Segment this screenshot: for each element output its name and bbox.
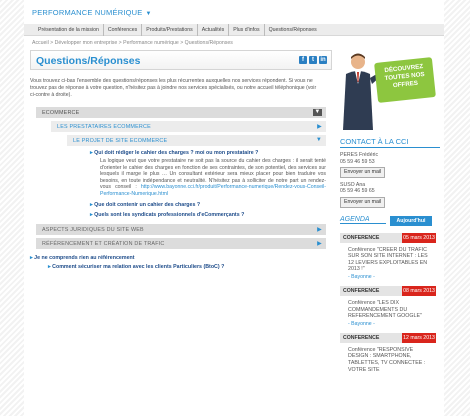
- section-referencement[interactable]: [36, 238, 326, 249]
- agenda-title: AGENDA: [340, 216, 386, 224]
- answer-link[interactable]: http://www.bayonne.cci.fr/produit/Performance-numerique/Rendez-vous-Conseil-Performance-Numerique.html: [100, 184, 326, 197]
- brand-menu[interactable]: [32, 8, 152, 17]
- contact-name: PERES Frédéric: [340, 152, 379, 158]
- event-title[interactable]: Conférence "RESPONSIVE DESIGN : SMARTPHONE, TABLETTES, TV CONNECTEE : VOTRE SITE: [348, 346, 426, 373]
- sidebar: [340, 50, 440, 373]
- contact-phone: 05 59 46 59 65: [340, 188, 375, 195]
- contact-title: CONTACT À LA CCI: [340, 137, 440, 148]
- section-prestataires[interactable]: [51, 121, 326, 132]
- event-title[interactable]: Conférence "CREER DU TRAFIC SUR SON SITE INTERNET : LES 12 LEVIERS EXPLOITABLES EN 2013 !": [348, 246, 428, 273]
- event-type: CONFERENCE: [343, 334, 380, 341]
- contact-phone: 05 59 46 59 53: [340, 158, 375, 165]
- event-location: - Bayonne -: [348, 273, 375, 280]
- question-btoc[interactable]: ▸ Comment sécuriser ma relation avec les clients Particuliers (BtoC) ?: [48, 264, 332, 270]
- nav-item-actualites[interactable]: Actualités: [198, 24, 230, 36]
- intro-text: Vous trouvez ci-bas l'ensemble des questions/réponses les plus récurrentes auxquelles nos services répondent. Si vous ne trouvez pas de réponse à votre question, n'hésitez pas à joindre nos services spécialisés, ou notre accueil téléphonique (voir ci-contre à droite).: [30, 78, 317, 98]
- main-content: [30, 50, 332, 270]
- question-list: [90, 150, 326, 218]
- send-mail-button[interactable]: Envoyer un mail: [340, 197, 385, 208]
- section-label: ECOMMERCE: [42, 110, 80, 116]
- nav-item-plus-infos[interactable]: Plus d'infos: [229, 24, 264, 36]
- event-date: 05 mars 2013: [403, 234, 435, 241]
- event-header: [340, 286, 436, 296]
- social-share: [299, 56, 327, 64]
- event-type: CONFERENCE: [343, 234, 380, 241]
- brand-label: PERFORMANCE NUMÉRIQUE: [32, 8, 143, 17]
- title-box: [30, 50, 332, 70]
- today-button[interactable]: Aujourd'hui: [390, 216, 432, 226]
- chevron-right-icon: ▶: [317, 240, 322, 247]
- faq-accordion: [30, 107, 332, 270]
- agenda-header: [340, 216, 440, 227]
- answer-body: La logique veut que votre prestataire ne soit pas la source du cahier des charges : il serait tenté d'orienter le cahier des charges en fonction de ses contraintes, de son potentiel, des services sur lesquels il marge le plus … Un consultant extérieur sera mieux placer pour bien traduire vos besoins, en toute indépendance et neutralité. N'hésitez pas à solliciter de notre part un rendez-vous conseil :: [100, 158, 326, 191]
- chevron-right-icon: ▶: [317, 124, 322, 130]
- contact-block: [340, 152, 440, 212]
- event-title[interactable]: Conférence "LES DIX COMMANDEMENTS DU REFERENCEMENT GOOGLE": [348, 299, 422, 320]
- contact-name: SUSO Ana: [340, 181, 366, 188]
- question-cahier-charges[interactable]: ▸ Qui doit rédiger le cahier des charges ? moi ou mon prestataire ?: [90, 150, 326, 156]
- nav-item-presentation[interactable]: Présentation de la mission: [34, 24, 104, 36]
- question-referencement[interactable]: ▸ Je ne comprends rien au référencement: [30, 255, 332, 261]
- nav-item-conferences[interactable]: Conférences: [104, 24, 142, 36]
- section-ecommerce[interactable]: [36, 107, 326, 118]
- linkedin-icon[interactable]: in: [320, 57, 326, 63]
- section-juridique[interactable]: [36, 224, 326, 235]
- event-item[interactable]: [340, 286, 436, 327]
- page: [24, 0, 444, 416]
- question-syndicats[interactable]: ▸ Quels sont les syndicats professionnels d'eCommerçants ?: [90, 212, 326, 218]
- offers-text: DÉCOUVREZ TOUTES NOS OFFRES: [374, 57, 436, 103]
- chevron-down-icon: ▼: [315, 137, 322, 143]
- event-date: 08 mars 2013: [403, 287, 435, 294]
- nav-item-produits[interactable]: Produits/Prestations: [142, 24, 197, 36]
- event-header: [340, 333, 436, 343]
- section-label: LE PROJET DE SITE ECOMMERCE: [73, 138, 168, 144]
- offers-banner[interactable]: [340, 50, 440, 130]
- facebook-icon[interactable]: f: [299, 56, 307, 64]
- event-item[interactable]: [340, 233, 436, 280]
- section-label: RÉFÉRENCEMENT ET CRÉATION DE TRAFIC: [42, 240, 165, 247]
- nav-item-questions[interactable]: Questions/Réponses: [268, 27, 317, 33]
- section-label: LES PRESTATAIRES ECOMMERCE: [57, 124, 151, 130]
- header: [24, 0, 444, 24]
- send-mail-button[interactable]: Envoyer un mail: [340, 167, 385, 178]
- event-type: CONFERENCE: [343, 287, 380, 294]
- main-nav: [24, 24, 444, 36]
- chevron-down-icon: ▼: [145, 11, 152, 17]
- section-projet[interactable]: [67, 135, 326, 146]
- page-title: Questions/Réponses: [36, 55, 141, 67]
- chevron-down-icon: ▼: [314, 109, 321, 115]
- businessman-illustration: [340, 50, 380, 130]
- event-header: [340, 233, 436, 243]
- question-contenu-cahier[interactable]: ▸ Que doit contenir un cahier des charges ?: [90, 202, 326, 208]
- twitter-icon[interactable]: t: [309, 56, 317, 64]
- event-location: - Bayonne -: [348, 320, 375, 327]
- section-label: ASPECTS JURIDIQUES DU SITE WEB: [42, 226, 144, 233]
- event-date: 12 mars 2013: [403, 334, 435, 341]
- chevron-right-icon: ▶: [317, 226, 322, 233]
- event-item[interactable]: [340, 333, 436, 373]
- answer-text: [100, 158, 326, 198]
- breadcrumb[interactable]: Accueil > Développer mon entreprise > Performance numérique > Questions/Réponses: [32, 40, 233, 46]
